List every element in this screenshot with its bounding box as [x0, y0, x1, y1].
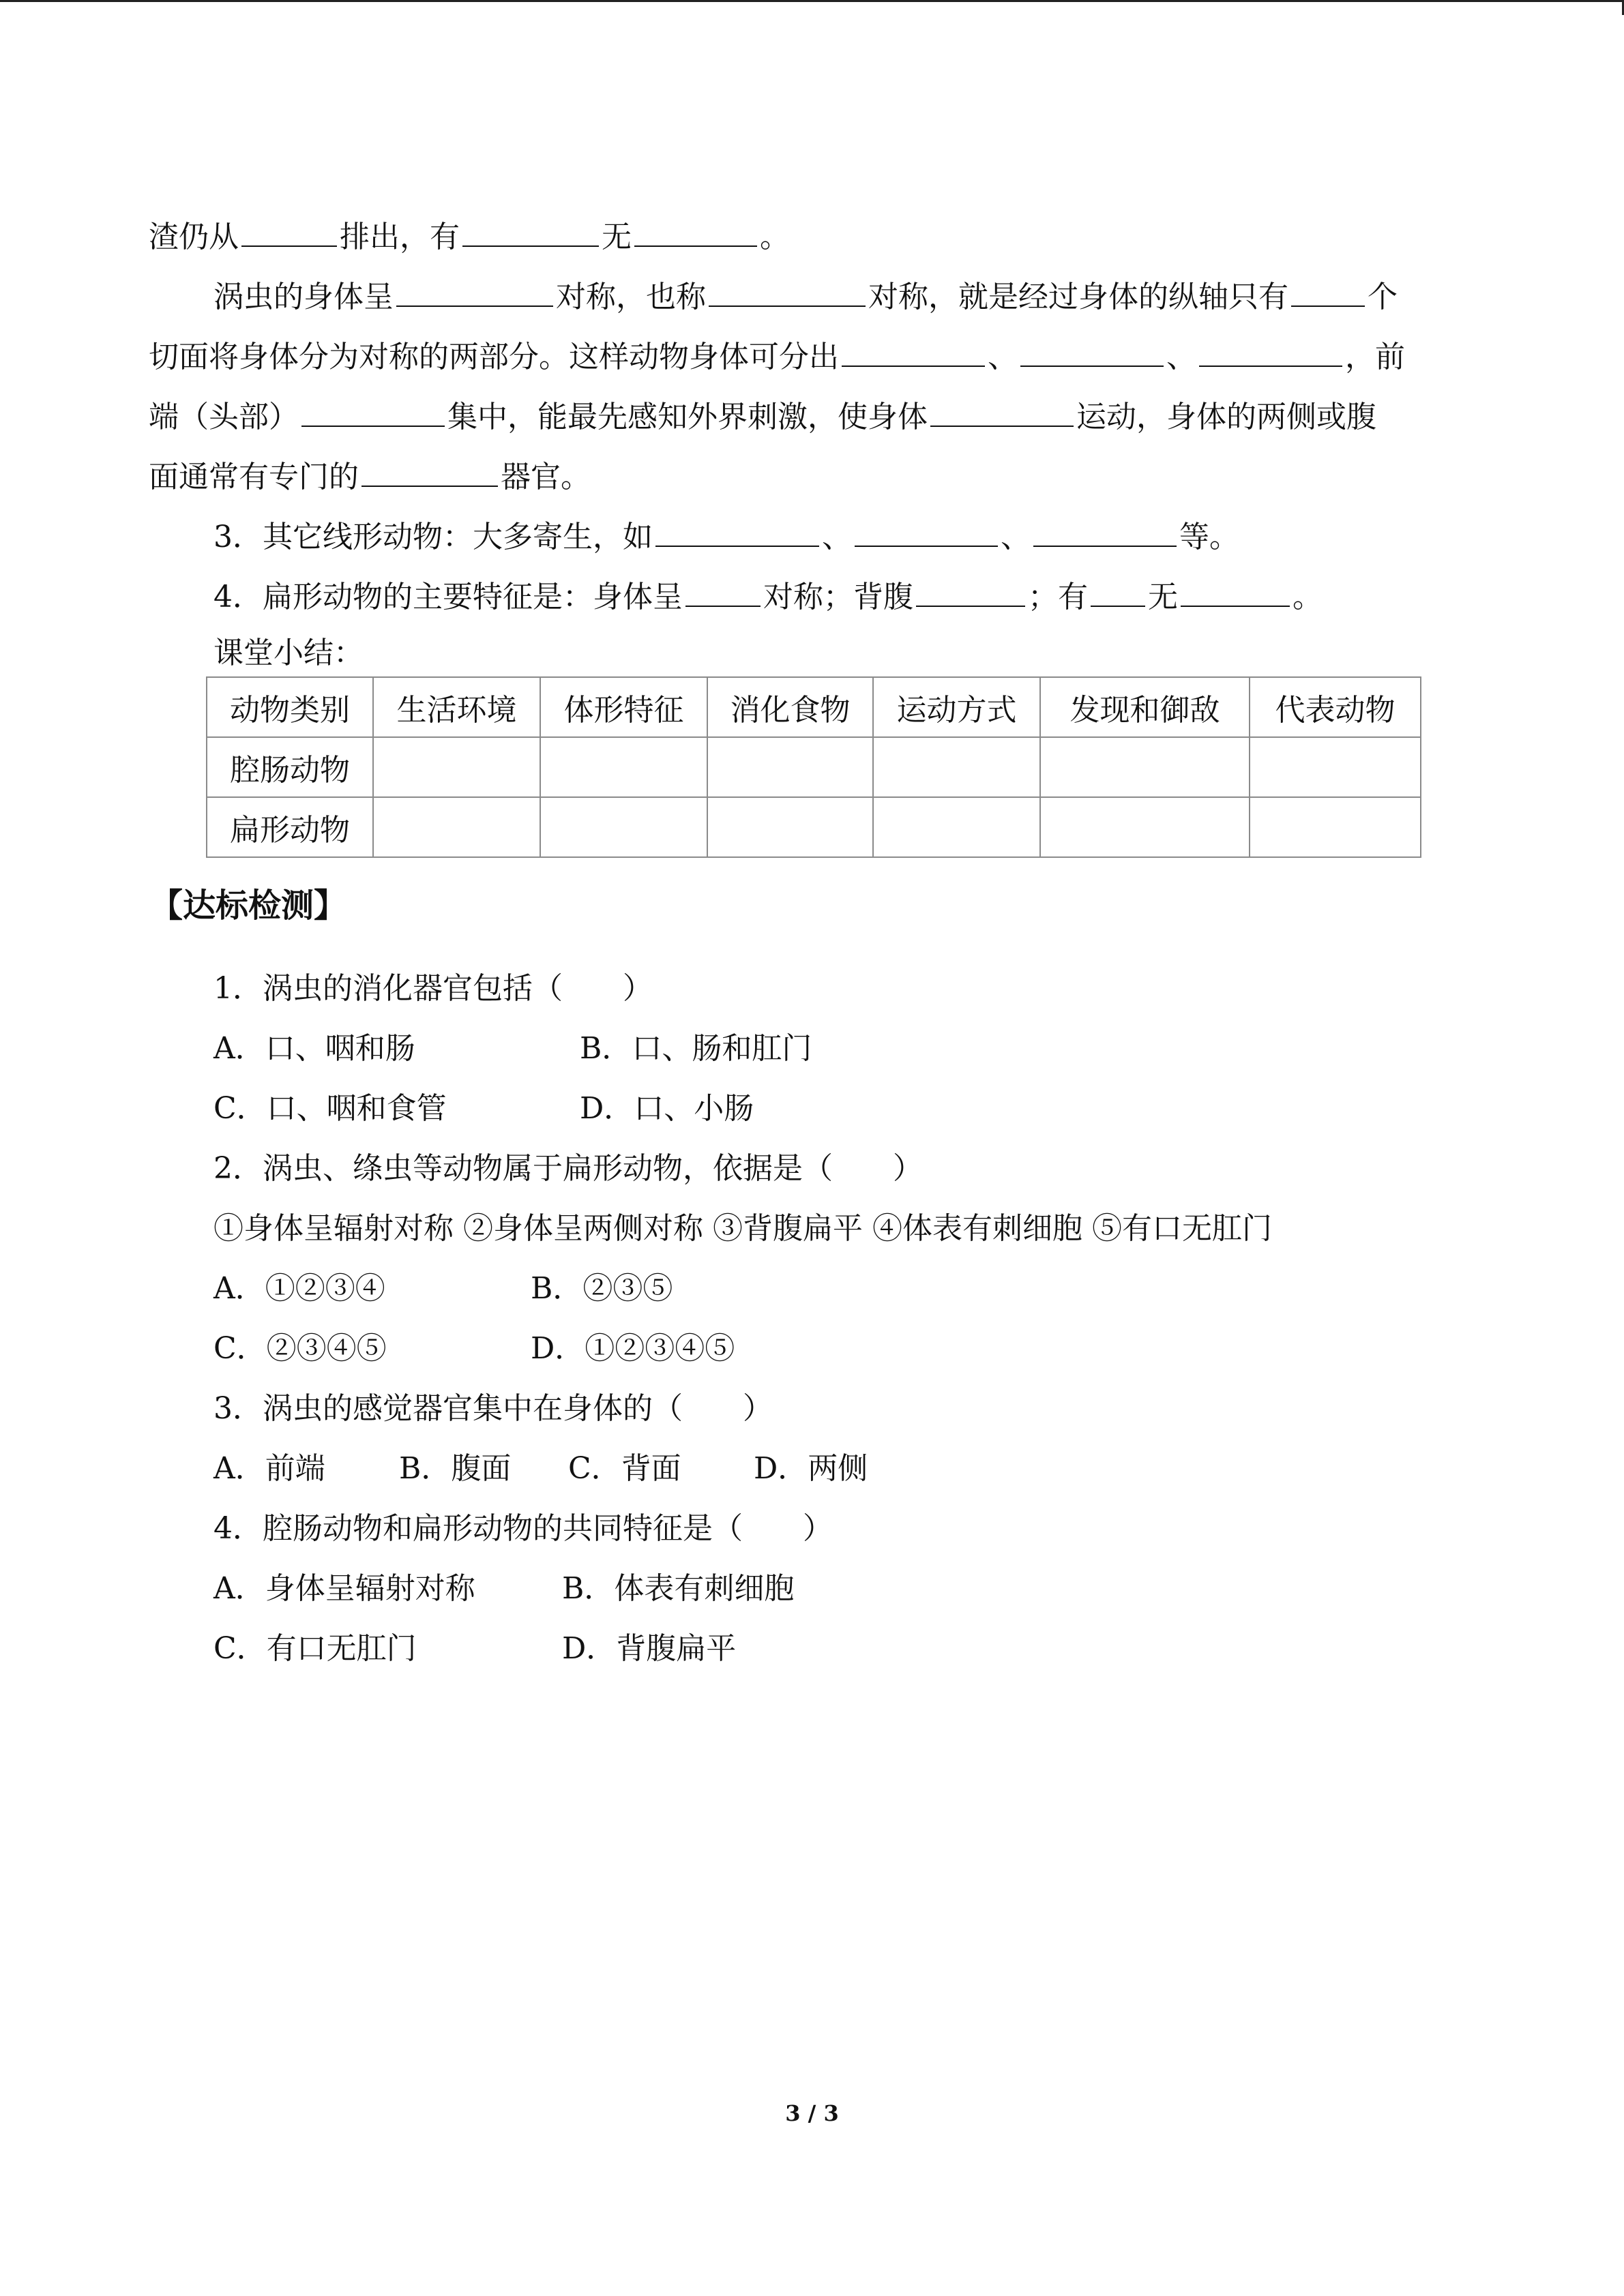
option-3d[interactable]: D．两侧 [754, 1451, 868, 1486]
option-1c[interactable]: C．口、咽和食管 [213, 1091, 447, 1126]
fill-blank[interactable] [655, 516, 819, 547]
table-header-cell: 消化食物 [707, 677, 873, 737]
text-line-7 [213, 576, 1323, 618]
line-text: 4．扁形动物的主要特征是：身体呈 [213, 580, 683, 614]
fill-blank[interactable] [916, 576, 1025, 607]
table-cell[interactable] [707, 737, 873, 797]
line-text: 、 [1001, 520, 1031, 554]
table-cell[interactable] [1040, 797, 1250, 857]
table-header-cell: 发现和御敌 [1040, 677, 1250, 737]
option-1a[interactable]: A．口、咽和肠 [213, 1031, 415, 1066]
option-1d[interactable]: D．口、小肠 [580, 1091, 754, 1126]
fill-blank[interactable] [396, 275, 553, 307]
option-2d[interactable]: D．①②③④⑤ [531, 1331, 735, 1366]
option-2b[interactable]: B．②③⑤ [531, 1271, 673, 1306]
fill-blank[interactable] [462, 215, 599, 247]
fill-blank[interactable] [1181, 576, 1290, 607]
fill-blank[interactable] [855, 516, 998, 547]
table-cell[interactable] [707, 797, 873, 857]
line-text: 、 [822, 520, 852, 554]
table-cell[interactable] [373, 797, 540, 857]
line-text: ；有 [1028, 580, 1088, 614]
option-4a[interactable]: A．身体呈辐射对称 [213, 1571, 475, 1606]
line-text: 。 [1293, 580, 1323, 614]
option-3b[interactable]: B．腹面 [399, 1451, 512, 1486]
table-header-cell: 动物类别 [207, 677, 373, 737]
question-3: 3．涡虫的感觉器官集中在身体的（ ） [213, 1391, 773, 1426]
text-line-4 [149, 396, 1376, 438]
line-text: 个 [1368, 280, 1398, 314]
line-text: 渣仍从 [149, 220, 239, 254]
line-text: 端（头部） [149, 400, 299, 434]
table-cell[interactable] [540, 737, 707, 797]
line-text: 无 [1148, 580, 1178, 614]
table-row [207, 797, 1421, 857]
option-4d[interactable]: D．背腹扁平 [562, 1631, 737, 1666]
table-cell: 腔肠动物 [207, 737, 373, 797]
line-text: 等。 [1179, 520, 1239, 554]
table-cell[interactable] [540, 797, 707, 857]
line-text: 排出，有 [340, 220, 460, 254]
line-text: 对称，就是经过身体的纵轴只有 [868, 280, 1288, 314]
table-header-cell: 代表动物 [1250, 677, 1421, 737]
option-2a[interactable]: A．①②③④ [213, 1271, 385, 1306]
question-2-statements: ①身体呈辐射对称 ②身体呈两侧对称 ③背腹扁平 ④体表有刺细胞 ⑤有口无肛门 [213, 1211, 1272, 1246]
line-text: 、 [988, 340, 1018, 374]
fill-blank[interactable] [842, 336, 985, 367]
line-text: 。 [760, 220, 790, 254]
table-header-row [207, 677, 1421, 737]
line-text: 涡虫的身体呈 [213, 280, 394, 314]
table-cell[interactable] [873, 797, 1040, 857]
question-1: 1．涡虫的消化器官包括（ ） [213, 971, 653, 1006]
fill-blank[interactable] [1091, 576, 1145, 607]
line-text: 运动，身体的两侧或腹 [1076, 400, 1376, 434]
text-line-1 [149, 215, 790, 258]
table-header-cell: 运动方式 [873, 677, 1040, 737]
top-border-line [0, 0, 1624, 2]
line-text: 面通常有专门的 [149, 460, 359, 494]
text-line-6 [213, 516, 1239, 558]
line-text: 无 [602, 220, 632, 254]
option-3c[interactable]: C．背面 [568, 1451, 681, 1486]
line-text: 3．其它线形动物：大多寄生，如 [213, 520, 653, 554]
text-line-5 [149, 456, 591, 498]
table-cell[interactable] [873, 737, 1040, 797]
table-row [207, 737, 1421, 797]
fill-blank[interactable] [361, 456, 498, 487]
table-cell: 扁形动物 [207, 797, 373, 857]
fill-blank[interactable] [1020, 336, 1164, 367]
page-number: 3 / 3 [785, 2100, 839, 2126]
line-text: 对称；背腹 [763, 580, 913, 614]
line-text: 对称，也称 [556, 280, 706, 314]
fill-blank[interactable] [634, 215, 757, 247]
fill-blank[interactable] [301, 396, 445, 427]
fill-blank[interactable] [241, 215, 337, 247]
option-2c[interactable]: C．②③④⑤ [213, 1331, 387, 1366]
table-cell[interactable] [373, 737, 540, 797]
option-1b[interactable]: B．口、肠和肛门 [580, 1031, 812, 1066]
fill-blank[interactable] [685, 576, 761, 607]
fill-blank[interactable] [1033, 516, 1177, 547]
text-line-2 [213, 275, 1398, 318]
table-cell[interactable] [1250, 737, 1421, 797]
question-2: 2．涡虫、绦虫等动物属于扁形动物，依据是（ ） [213, 1151, 923, 1186]
line-text: ，前 [1345, 340, 1405, 374]
fill-blank[interactable] [930, 396, 1074, 427]
table-cell[interactable] [1040, 737, 1250, 797]
question-4: 4．腔肠动物和扁形动物的共同特征是（ ） [213, 1511, 833, 1546]
line-text: 集中，能最先感知外界刺激，使身体 [447, 400, 928, 434]
summary-table [206, 676, 1421, 858]
option-4c[interactable]: C．有口无肛门 [213, 1631, 417, 1666]
option-3a[interactable]: A．前端 [213, 1451, 325, 1486]
line-text: 、 [1166, 340, 1196, 374]
fill-blank[interactable] [1291, 275, 1365, 307]
section-heading: 【达标检测】 [150, 886, 347, 925]
fill-blank[interactable] [1199, 336, 1342, 367]
summary-label: 课堂小结： [213, 636, 364, 670]
table-cell[interactable] [1250, 797, 1421, 857]
text-line-3 [149, 336, 1405, 378]
fill-blank[interactable] [709, 275, 866, 307]
table-header-cell: 生活环境 [373, 677, 540, 737]
option-4b[interactable]: B．体表有刺细胞 [562, 1571, 795, 1606]
line-text: 器官。 [501, 460, 591, 494]
line-text: 切面将身体分为对称的两部分。这样动物身体可分出 [149, 340, 839, 374]
table-header-cell: 体形特征 [540, 677, 707, 737]
